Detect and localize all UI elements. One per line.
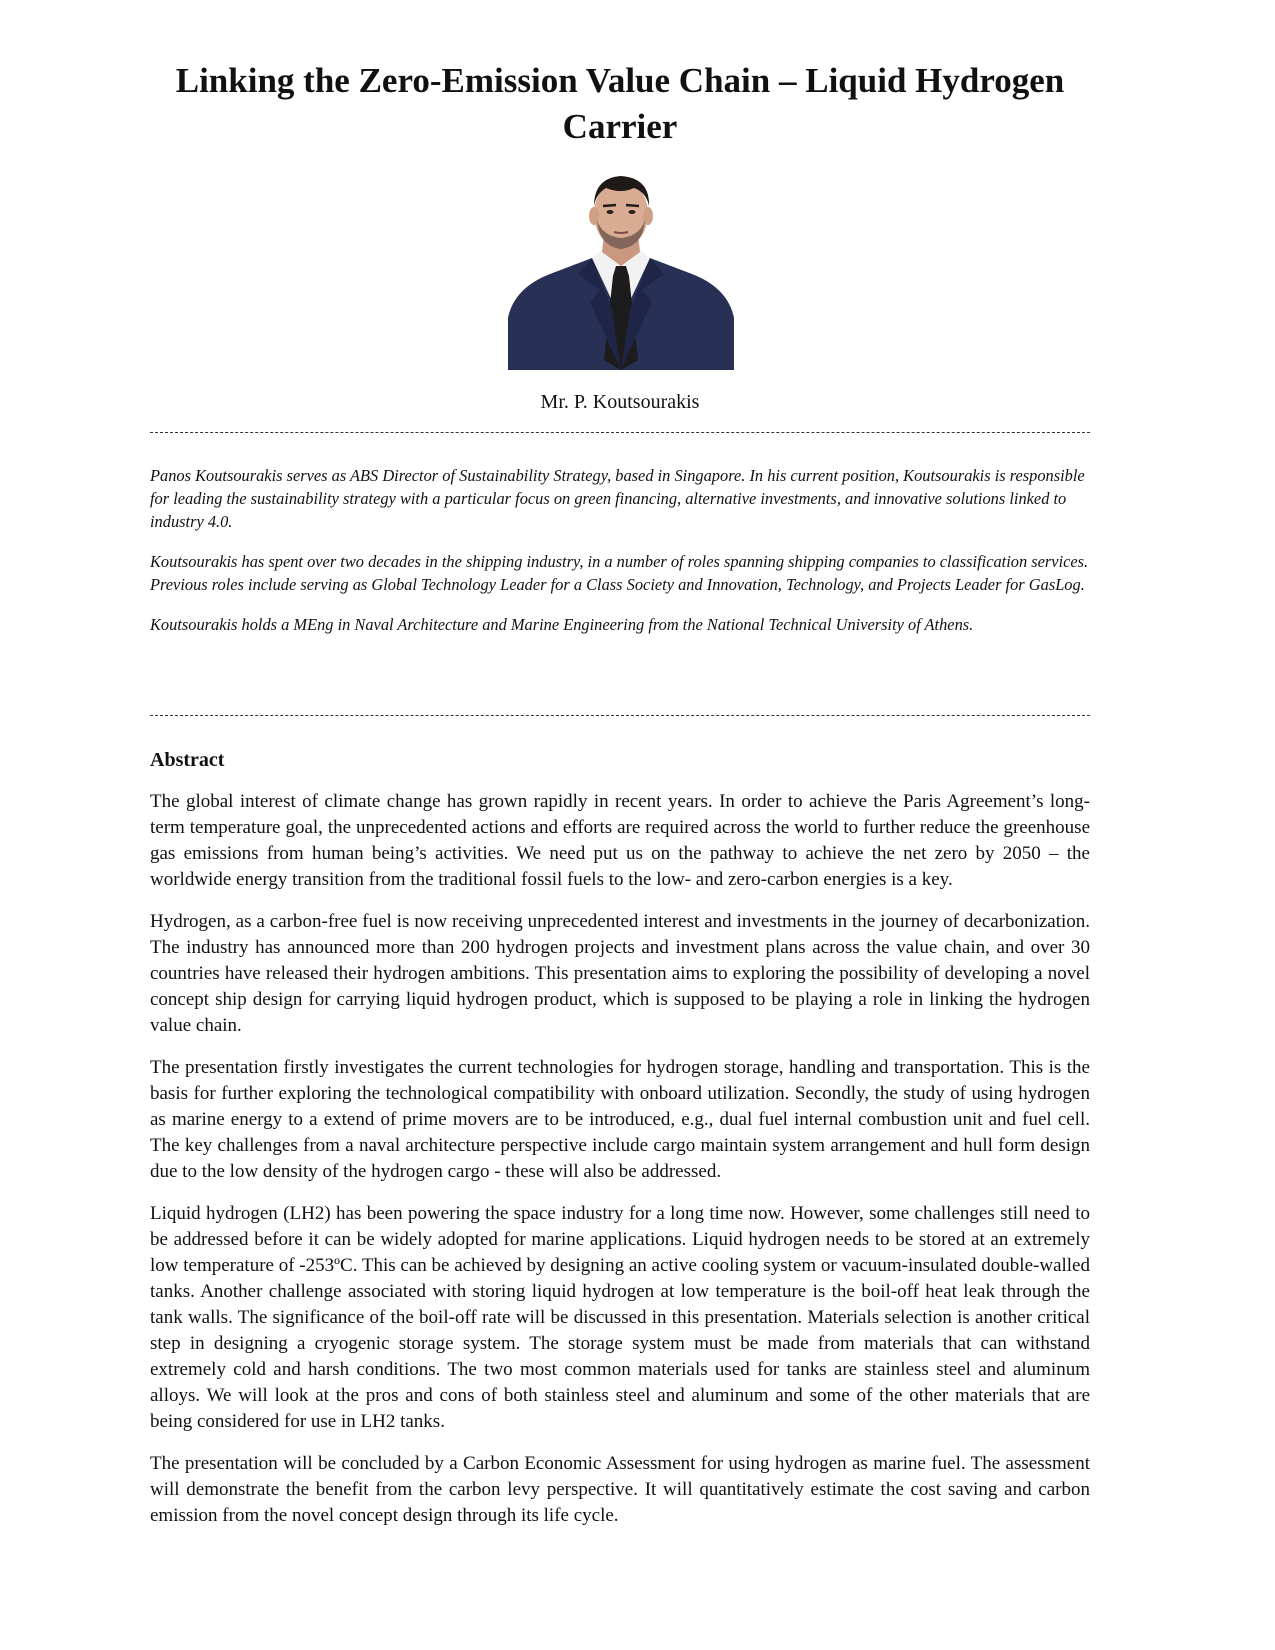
- bio-paragraph: Koutsourakis holds a MEng in Naval Architecture and Marine Engineering from the National Technical University of Athens.: [150, 615, 974, 634]
- speaker-portrait-image: [500, 170, 742, 370]
- abstract-paragraph: The global interest of climate change has grown rapidly in recent years. In order to achieve the Paris Agreement’s long-term temperature goal, the unprecedented actions and efforts are required across the world to further reduce the greenhouse gas emissions from human being’s activities. We need put us on the pathway to achieve the net zero by 2050 – the worldwide energy transition from the traditional fossil fuels to the low- and zero-carbon energies is a key.: [150, 791, 1090, 890]
- speaker-bio: [150, 464, 1090, 653]
- abstract-paragraph: The presentation will be concluded by a Carbon Economic Assessment for using hydrogen as marine fuel. The assessment will demonstrate the benefit from the carbon levy perspective. It will quantitatively estimate the cost saving and carbon emission from the novel concept design through its life cycle.: [150, 1453, 1090, 1526]
- abstract-heading: Abstract: [150, 749, 225, 771]
- abstract-body: [150, 789, 1090, 1545]
- abstract-paragraph: The presentation firstly investigates the current technologies for hydrogen storage, handling and transportation. This is the basis for further exploring the technological compatibility with onboard utilization. Secondly, the study of using hydrogen as marine energy to a extend of prime movers are to be introduced, e.g., dual fuel internal combustion unit and fuel cell. The key challenges from a naval architecture perspective include cargo maintain system arrangement and hull form design due to the low density of the hydrogen cargo - these will also be addressed.: [150, 1057, 1090, 1182]
- abstract-paragraph: Hydrogen, as a carbon-free fuel is now receiving unprecedented interest and investments in the journey of decarbonization. The industry has announced more than 200 hydrogen projects and investment plans across the value chain, and over 30 countries have released their hydrogen ambitions. This presentation aims to exploring the possibility of developing a novel concept ship design for carrying liquid hydrogen product, which is supposed to be playing a role in linking the hydrogen value chain.: [150, 911, 1090, 1036]
- bio-paragraph: Koutsourakis has spent over two decades in the shipping industry, in a number of roles spanning shipping companies to classification services. Previous roles include serving as Global Technology Leader for a Class Society and Innovation, Technology, and Projects Leader for GasLog.: [150, 552, 1089, 594]
- abstract-paragraph: Liquid hydrogen (LH2) has been powering the space industry for a long time now. However, some challenges still need to be addressed before it can be widely adopted for marine applications. Liquid hydrogen needs to be stored at an extremely low temperature of -253ºC. This can be achieved by designing an active cooling system or vacuum-insulated double-walled tanks. Another challenge associated with storing liquid hydrogen at low temperature is the boil-off heat leak through the tank walls. The significance of the boil-off rate will be discussed in this presentation. Materials selection is another critical step in designing a cryogenic storage system. The storage system must be made from materials that can withstand extremely cold and harsh conditions. The two most common materials used for tanks are stainless steel and aluminum alloys. We will look at the pros and cons of both stainless steel and aluminum and some of the other materials that are being considered for use in LH2 tanks.: [150, 1203, 1090, 1432]
- speaker-photo: [500, 170, 742, 370]
- speaker-name: Mr. P. Koutsourakis: [540, 391, 700, 413]
- dashed-divider: [150, 432, 1090, 433]
- bio-paragraph: Panos Koutsourakis serves as ABS Director of Sustainability Strategy, based in Singapore. In his current position, Koutsourakis is responsible for leading the sustainability strategy with a particular focus on green financing, alternative investments, and innovative solutions linked to industry 4.0.: [150, 466, 1085, 531]
- document-title: Linking the Zero-Emission Value Chain – Liquid Hydrogen Carrier: [175, 61, 1065, 146]
- dashed-divider: [150, 715, 1090, 716]
